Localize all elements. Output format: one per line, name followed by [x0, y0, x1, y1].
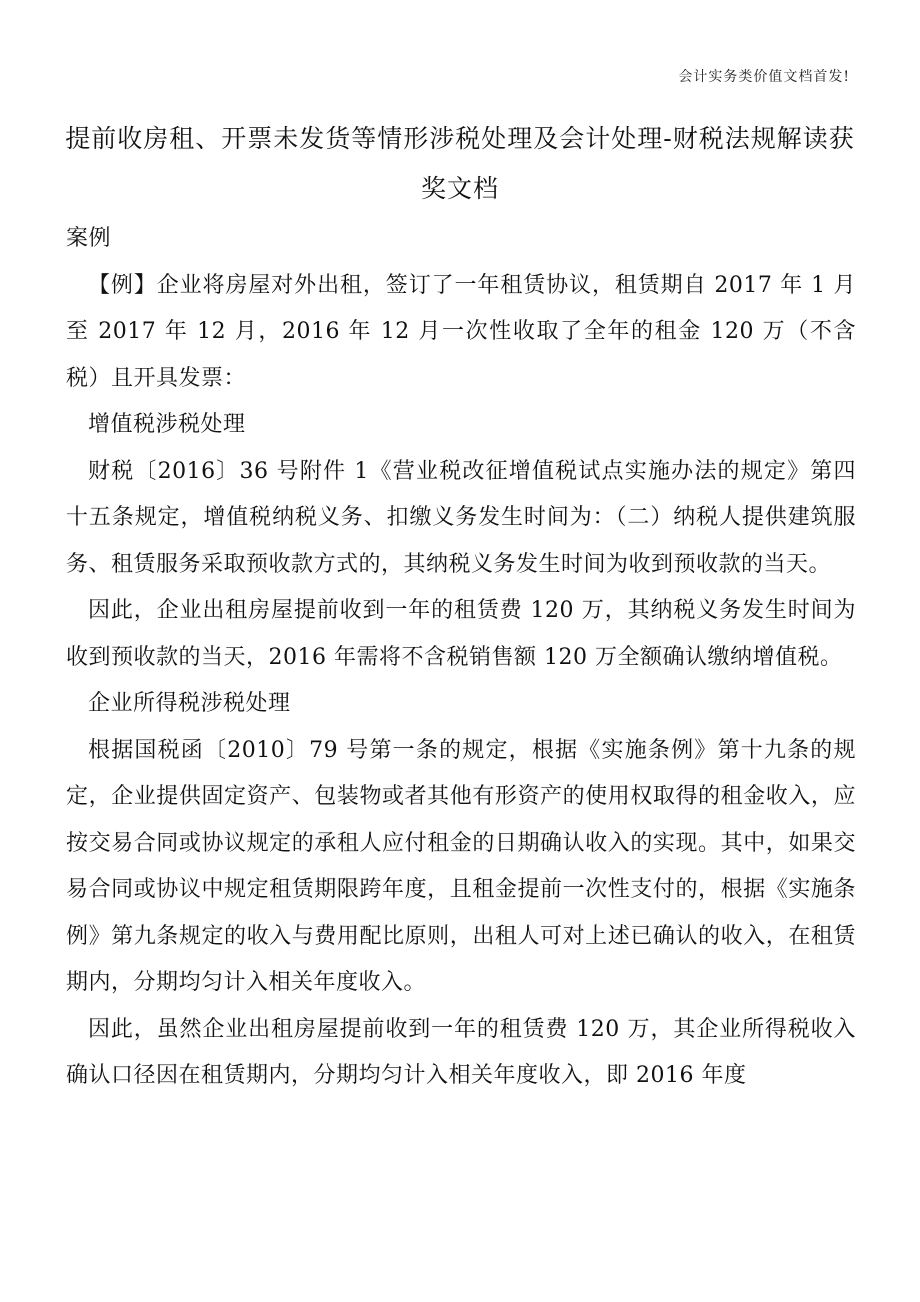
- subheading-income-tax: 企业所得税涉税处理: [88, 691, 291, 716]
- paragraph-vat-conclusion: 因此，企业出租房屋提前收到一年的租赁费 120 万，其纳税义务发生时间为收到预收款的当天，2016 年需将不含税销售额 120 万全额确认缴纳增值税。: [66, 598, 856, 670]
- paragraph-income-tax-conclusion: 因此，虽然企业出租房屋提前收到一年的租赁费 120 万，其企业所得税收入确认口径因在租赁期内，分期均匀计入相关年度收入，即 2016 年度: [66, 1016, 856, 1088]
- paragraph-vat-rule: 财税〔2016〕36 号附件 1《营业税改征增值税试点实施办法的规定》第四十五条规定，增值税纳税义务、扣缴义务发生时间为：（二）纳税人提供建筑服务、租赁服务采取预收款方式的，其纳税义务发生时间为收到预收款的当天。: [66, 458, 856, 577]
- paragraph-example: 【例】企业将房屋对外出租，签订了一年租赁协议，租赁期自 2017 年 1 月至 2017 年 12 月，2016 年 12 月一次性收取了全年的租金 120 万（不含税）且开具发票：: [66, 272, 856, 391]
- document-title: 提前收房租、开票未发货等情形涉税处理及会计处理-财税法规解读获奖文档: [65, 124, 855, 203]
- header-note: 会计实务类价值文档首发!: [678, 69, 850, 85]
- paragraph-income-tax-rule: 根据国税函〔2010〕79 号第一条的规定，根据《实施条例》第十九条的规定，企业提供固定资产、包装物或者其他有形资产的使用权取得的租金收入，应按交易合同或协议规定的承租人应付租金的日期确认收入的实现。其中，如果交易合同或协议中规定租赁期限跨年度，且租金提前一次性支付的，根据《实施条例》第九条规定的收入与费用配比原则，出租人可对上述已确认的收入，在租赁期内，分期均匀计入相关年度收入。: [66, 737, 856, 995]
- section-heading: 案例: [66, 226, 112, 251]
- subheading-vat: 增值税涉税处理: [88, 412, 246, 437]
- document-body: [66, 216, 856, 1100]
